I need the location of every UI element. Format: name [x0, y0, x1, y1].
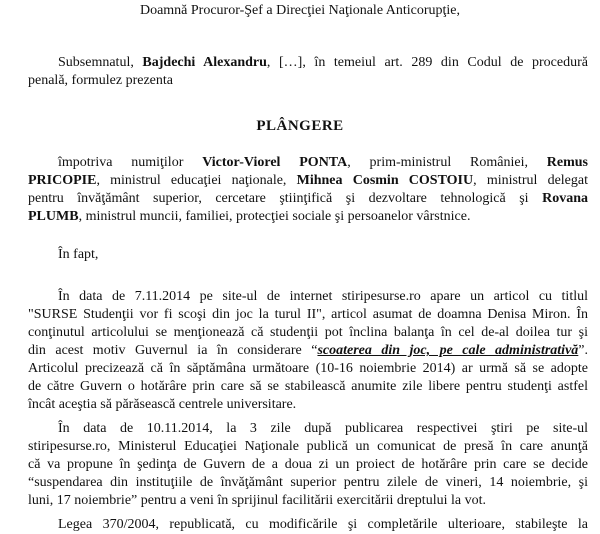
- against-line-3: pentru învăţământ superior, cercetare ştiinţifică şi dezvoltare tehnologică şi Rovana: [28, 191, 589, 206]
- p1-line-1: În data de 7.11.2014 pe site-ul de internet stiripesurse.ro apare un articol cu titlul: [58, 289, 588, 304]
- against-line-1: împotriva numiţilor Victor-Viorel PONTA, prim-ministrul României, Remus: [58, 155, 589, 170]
- p2-line-1: În data de 10.11.2014, la 3 zile după publicarea respectivei ştiri pe site-ul: [58, 421, 588, 436]
- intro-line-1: Subsemnatul, Bajdechi Alexandru, […], în temeiul art. 289 din Codul de procedură: [58, 55, 588, 70]
- p1-line-7: încât aceştia să părăsească centrele universitare.: [28, 397, 297, 412]
- p2-line-5: luni, 17 noiembrie” pentru a veni în sprijinul facilitării exercitării dreptului la vot.: [28, 493, 486, 508]
- against-line-4: PLUMB, ministrul muncii, familiei, protecţiei sociale şi persoanelor vârstnice.: [28, 209, 471, 224]
- complainant-name: Bajdechi Alexandru: [142, 55, 267, 70]
- intro-line-2: penală, formulez prezenta: [28, 73, 173, 88]
- against-line-2: PRICOPIE, ministrul educaţiei naţionale, Mihnea Cosmin COSTOIU, ministrul delegat: [28, 173, 588, 188]
- p1-line-4: din acest motiv Guvernul ia în considerare “scoaterea din joc, pe cale administrativă”.: [28, 343, 589, 358]
- emphasized-quote: scoaterea din joc, pe cale administrativă: [317, 343, 579, 358]
- p1-line-2: "SURSE Studenţii vor fi scoşi din joc la turul II", articol asumat de doamna Denisa Miron. În: [28, 307, 588, 322]
- p1-line-3: conţinutul articolului se menţionează că studenţii pot înclina balanţa în cel de-al doilea tur şi: [28, 325, 588, 340]
- salutation: Doamnă Procuror-Şef a Direcţiei Naţionale Anticorupţie,: [139, 3, 461, 18]
- p2-line-3: că va propune în şedinţa de Guvern de a doua zi un proiect de hotărâre prin care se decide: [28, 457, 588, 472]
- document-title: PLÂNGERE: [256, 118, 344, 134]
- p1-line-6: de către Guvern o hotărâre prin care să se stabilească anumite zile libere pentru studenţi astfel: [28, 379, 588, 394]
- p3-line-1: Legea 370/2004, republicată, cu modificările şi completările ulterioare, stabileşte la: [58, 517, 588, 532]
- p2-line-4: “suspendarea din instituţiile de învăţământ superior pentru zilele de vineri, 14 noiembrie, şi: [28, 475, 588, 490]
- in-fact-heading: În fapt,: [58, 247, 99, 262]
- p2-line-2: stiripesurse.ro, Ministerul Educaţiei Naţionale publică un comunicat de presă în care anunţă: [28, 439, 588, 454]
- p1-line-5: Articolul precizează că în săptămâna următoare (10-16 noiembrie 2014) ar urmă să se adopte: [28, 361, 588, 376]
